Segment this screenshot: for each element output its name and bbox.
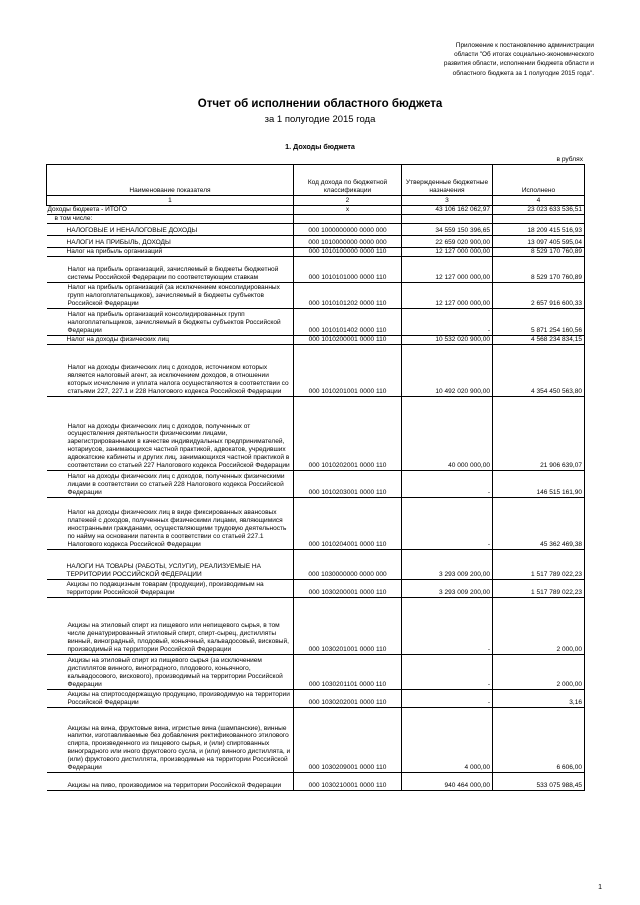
row-executed: 1 517 789 022,23 — [493, 580, 585, 598]
row-approved — [402, 215, 493, 224]
appendix-line: области "Об итогах социально-экономического — [454, 51, 594, 59]
row-name: Налог на прибыль организаций — [47, 248, 294, 257]
row-name: Налог на доходы физических лиц — [47, 336, 294, 345]
row-code: 000 1030202001 0000 110 — [294, 690, 402, 708]
row-code: 000 1010200001 0000 110 — [294, 336, 402, 345]
row-name: Налог на доходы физических лиц с доходов, полученных от осуществления деятельности физическими лицами, зарегистрированными в качестве индивидуальных предпринимателей, нотариусов, занимающихся частной практикой, адвокатов, учредивших адвокатские кабинеты и других лиц, занимающихся частной практикой в соответствии со статьей 227 Налогового кодекса Российской Федерации — [47, 397, 294, 471]
row-code: 000 1010201001 0000 110 — [294, 345, 402, 397]
page-number: 1 — [598, 884, 602, 891]
header-indicator-name: Наименование показателя — [47, 165, 294, 196]
row-executed: 8 529 170 760,89 — [493, 257, 585, 283]
row-approved: 10 492 020 900,00 — [402, 345, 493, 397]
row-code: 000 1030201001 0000 110 — [294, 598, 402, 655]
row-code: 000 1010101000 0000 110 — [294, 257, 402, 283]
row-executed — [493, 215, 585, 224]
document-title: Отчет об исполнении областного бюджета — [197, 98, 443, 110]
row-approved: 43 106 162 062,97 — [402, 206, 493, 215]
row-executed: 4 354 450 563,80 — [493, 345, 585, 397]
row-approved: - — [402, 690, 493, 708]
row-name: Акцизы на этиловый спирт из пищевого сырья (за исключением дистиллятов винного, виноградного, плодового, коньячного, кальвадосового, вискового), производимый на территории Российской Федерации — [47, 655, 294, 690]
row-approved: 40 000 000,00 — [402, 397, 493, 471]
row-name: Акцизы на этиловый спирт из пищевого или непищевого сырья, в том числе денатурированный этиловый спирт, спирт-сырец, дистилляты винный, виноградный, плодовый, коньячный, кальвадосовый, висковый, производимый на территории Российской Федерации — [47, 598, 294, 655]
row-code: 000 1010101402 0000 110 — [294, 309, 402, 336]
row-code: 000 1000000000 0000 000 — [294, 224, 402, 236]
row-executed: 146 515 161,90 — [493, 471, 585, 498]
row-approved: 3 293 009 200,00 — [402, 550, 493, 580]
row-executed: 4 568 234 834,15 — [493, 336, 585, 345]
row-approved: - — [402, 309, 493, 336]
row-executed: 18 209 415 516,93 — [493, 224, 585, 236]
row-approved: 3 293 009 200,00 — [402, 580, 493, 598]
header-approved: Утвержденные бюджетные назначения — [402, 165, 493, 196]
table-row — [47, 224, 585, 236]
row-executed: 45 362 469,38 — [493, 498, 585, 550]
row-name: Акцизы по подакцизным товарам (продукции), производимым на территории Российской Федерации — [47, 580, 294, 598]
table-row — [47, 498, 585, 550]
table-row — [47, 309, 585, 336]
row-executed: 2 000,00 — [493, 655, 585, 690]
row-code: 000 1010202001 0000 110 — [294, 397, 402, 471]
table-row — [47, 397, 585, 471]
row-name: НАЛОГОВЫЕ И НЕНАЛОГОВЫЕ ДОХОДЫ — [47, 224, 294, 236]
row-approved: 4 000,00 — [402, 708, 493, 773]
row-name: НАЛОГИ НА ТОВАРЫ (РАБОТЫ, УСЛУГИ), РЕАЛИЗУЕМЫЕ НА ТЕРРИТОРИИ РОССИЙСКОЙ ФЕДЕРАЦИИ — [47, 550, 294, 580]
table-row — [47, 283, 585, 309]
header-income-code: Код дохода по бюджетной классификации — [294, 165, 402, 196]
row-executed: 3,16 — [493, 690, 585, 708]
appendix-note — [364, 41, 594, 78]
row-code: 000 1030200001 0000 110 — [294, 580, 402, 598]
row-name: в том числе: — [47, 215, 294, 224]
table-row — [47, 345, 585, 397]
document-subtitle: за 1 полугодие 2015 года — [264, 114, 376, 125]
table-row — [47, 248, 585, 257]
row-executed: 23 023 633 536,51 — [493, 206, 585, 215]
row-approved: 10 532 020 900,00 — [402, 336, 493, 345]
row-code: 000 1010100000 0000 110 — [294, 248, 402, 257]
header-executed: Исполнено — [493, 165, 585, 196]
table-row — [47, 471, 585, 498]
appendix-line: Приложение к постановлению администрации — [455, 42, 594, 49]
row-name: Налог на доходы физических лиц с доходов, полученных физическими лицами в соответствии со статьей 228 Налогового кодекса Российской Федерации — [47, 471, 294, 498]
table-row — [47, 690, 585, 708]
row-code: 000 1010204001 0000 110 — [294, 498, 402, 550]
row-code: 000 1010000000 0000 000 — [294, 236, 402, 248]
row-code: 000 1030201101 0000 110 — [294, 655, 402, 690]
table-row — [47, 773, 585, 791]
row-approved: - — [402, 471, 493, 498]
row-executed: 533 075 988,45 — [493, 773, 585, 791]
row-approved: - — [402, 598, 493, 655]
row-name: Налог на прибыль организаций (за исключением консолидированных групп налогоплательщиков), зачисляемый в бюджеты субъектов Российской Федерации — [47, 283, 294, 309]
header-number: 4 — [493, 196, 585, 206]
row-executed: 8 529 170 760,89 — [493, 248, 585, 257]
row-executed: 5 871 254 160,56 — [493, 309, 585, 336]
row-code — [294, 215, 402, 224]
table-row — [47, 336, 585, 345]
units-label: в рублях — [556, 156, 583, 163]
row-name: Доходы бюджета - ИТОГО — [47, 206, 294, 215]
row-approved: 940 464 000,00 — [402, 773, 493, 791]
row-executed: 13 097 405 595,04 — [493, 236, 585, 248]
row-name: Налог на доходы физических лиц с доходов, источником которых является налоговый агент, за исключением доходов, в отношении которых исчисление и уплата налога осуществляются в соответствии со статьями 227, 227.1 и 228 Налогового кодекса Российской Федерации — [47, 345, 294, 397]
header-number: 1 — [47, 196, 294, 206]
header-number: 2 — [294, 196, 402, 206]
row-name: НАЛОГИ НА ПРИБЫЛЬ, ДОХОДЫ — [47, 236, 294, 248]
row-executed: 2 000,00 — [493, 598, 585, 655]
row-name: Акцизы на вина, фруктовые вина, игристые вина (шампанские), винные напитки, изготавливаемые без добавления ректификованного этилового спирта, произведенного из пищевого сырья, и (или) спиртованных виноградного или иного фруктового сусла, и (или) винного дистиллята, и (или) фруктового дистиллята, производимые на территории Российской Федерации — [47, 708, 294, 773]
table-body — [47, 206, 585, 791]
table-row — [47, 708, 585, 773]
row-executed: 6 606,00 — [493, 708, 585, 773]
section-heading: 1. Доходы бюджета — [285, 142, 355, 151]
row-approved: 34 559 150 396,65 — [402, 224, 493, 236]
row-code: 000 1030209001 0000 110 — [294, 708, 402, 773]
revenue-table — [46, 164, 585, 791]
row-approved: 12 127 000 000,00 — [402, 248, 493, 257]
row-name: Налог на прибыль организаций, зачисляемый в бюджеты бюджетной системы Российской Федерации по соответствующим ставкам — [47, 257, 294, 283]
header-number: 3 — [402, 196, 493, 206]
row-code: 000 1010101202 0000 110 — [294, 283, 402, 309]
table-row — [47, 550, 585, 580]
table-row — [47, 215, 585, 224]
row-approved: - — [402, 498, 493, 550]
row-name: Акцизы на спиртосодержащую продукцию, производимую на территории Российской Федерации — [47, 690, 294, 708]
table-row — [47, 206, 585, 215]
row-code: 000 1030210001 0000 110 — [294, 773, 402, 791]
table-row — [47, 598, 585, 655]
row-code: x — [294, 206, 402, 215]
row-executed: 1 517 789 022,23 — [493, 550, 585, 580]
table-row — [47, 257, 585, 283]
row-name: Налог на прибыль организаций консолидированных групп налогоплательщиков, зачисляемый в бюджеты субъектов Российской Федерации — [47, 309, 294, 336]
row-code: 000 1010203001 0000 110 — [294, 471, 402, 498]
row-approved: 22 659 020 900,00 — [402, 236, 493, 248]
table-row — [47, 655, 585, 690]
row-approved: 12 127 000 000,00 — [402, 283, 493, 309]
appendix-line: областного бюджета за 1 полугодие 2015 года". — [452, 69, 594, 77]
row-approved: - — [402, 655, 493, 690]
row-approved: 12 127 000 000,00 — [402, 257, 493, 283]
row-name: Налог на доходы физических лиц в виде фиксированных авансовых платежей с доходов, полученных физическими лицами, являющимися иностранными гражданами, осуществляющими трудовую деятельность по найму на основании патента в соответствии со статьей 227.1 Налогового кодекса Российской Федерации — [47, 498, 294, 550]
row-name: Акцизы на пиво, производимое на территории Российской Федерации — [47, 773, 294, 791]
row-code: 000 1030000000 0000 000 — [294, 550, 402, 580]
table-row — [47, 236, 585, 248]
appendix-line: развития области, исполнении бюджета области и — [443, 60, 594, 68]
row-executed: 21 906 639,07 — [493, 397, 585, 471]
table-header — [47, 165, 585, 206]
row-executed: 2 657 916 600,33 — [493, 283, 585, 309]
table-row — [47, 580, 585, 598]
